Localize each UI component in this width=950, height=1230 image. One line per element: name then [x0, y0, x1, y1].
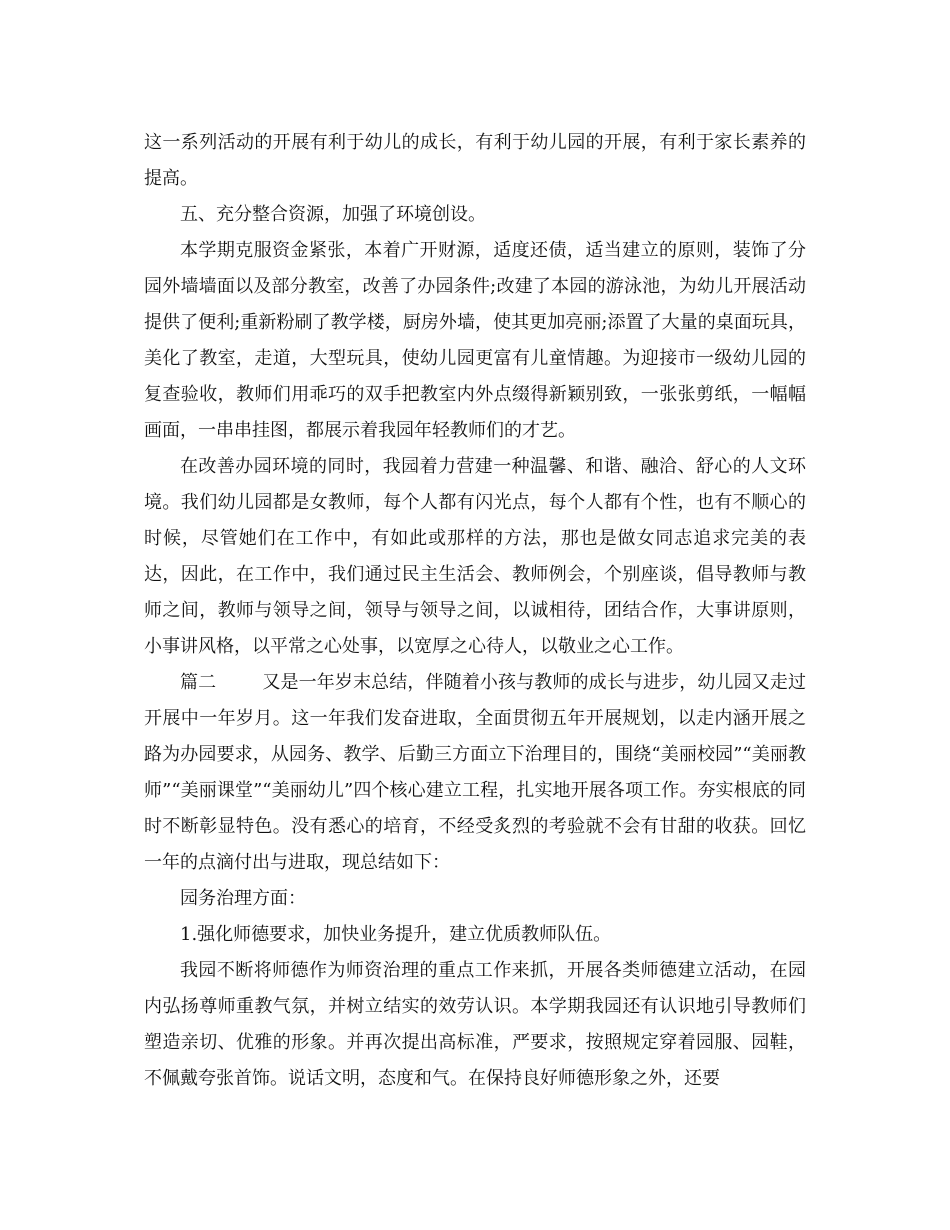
paragraph-continuation: 这一系列活动的开展有利于幼儿的成长，有利于幼儿园的开展，有利于家长素养的提高。 [144, 132, 806, 189]
part-two-text: 又是一年岁末总结，伴随着小孩与教师的成长与进步，幼儿园又走过开展中一年岁月。这一年我们发奋进取，全面贯彻五年开展规划，以走内涵开展之路为办园要求，从园务、教学、后勤三方面立下治理目的，围绕“美丽校园”“美丽教师”“美丽课堂”“美丽幼儿”四个核心建立工程，扎实地开展各项工作。夯实根底的同时不断彰显特色。没有悉心的培育，不经受炙烈的考验就不会有甘甜的收获。回忆一年的点滴付出与进取，现总结如下： [144, 672, 806, 873]
paragraph-humanistic-environment: 在改善办园环境的同时，我园着力营建一种温馨、和谐、融洽、舒心的人文环境。我们幼儿园都是女教师，每个人都有闪光点，每个人都有个性，也有不顺心的时候，尽管她们在工作中，有如此或那样的方法，那也是做女同志追求完美的表达，因此，在工作中，我们通过民主生活会、教师例会，个别座谈，倡导教师与教师之间，教师与领导之间，领导与领导之间，以诚相待，团结合作，大事讲原则，小事讲风格，以平常之心处事，以宽厚之心待人，以敬业之心工作。 [144, 456, 806, 657]
subheading-management: 园务治理方面： [180, 888, 306, 909]
part-two-label: 篇二 [180, 672, 217, 693]
paragraph-part-two [144, 665, 806, 881]
section-heading-5: 五、充分整合资源，加强了环境创设。 [180, 204, 486, 225]
paragraph-environment: 本学期克服资金紧张，本着广开财源，适度还债，适当建立的原则，装饰了分园外墙墙面以及部分教室，改善了办园条件;改建了本园的游泳池，为幼儿开展活动提供了便利;重新粉刷了教学楼，厨房外墙，使其更加亮丽;添置了大量的桌面玩具，美化了教室，走道，大型玩具，使幼儿园更富有儿童情趣。为迎接市一级幼儿园的复查验收，教师们用乖巧的双手把教室内外点缀得新颖别致，一张张剪纸，一幅幅画面，一串串挂图，都展示着我园年轻教师们的才艺。 [144, 240, 806, 441]
subheading-item-1: 1.强化师德要求，加快业务提升，建立优质教师队伍。 [180, 924, 612, 945]
document-body [144, 125, 806, 1097]
paragraph-teacher-ethics: 我园不断将师德作为师资治理的重点工作来抓，开展各类师德建立活动，在园内弘扬尊师重教气氛，并树立结实的效劳认识。本学期我园还有认识地引导教师们塑造亲切、优雅的形象。并再次提出高标准，严要求，按照规定穿着园服、园鞋，不佩戴夸张首饰。说话文明，态度和气。在保持良好师德形象之外，还要 [144, 960, 806, 1089]
